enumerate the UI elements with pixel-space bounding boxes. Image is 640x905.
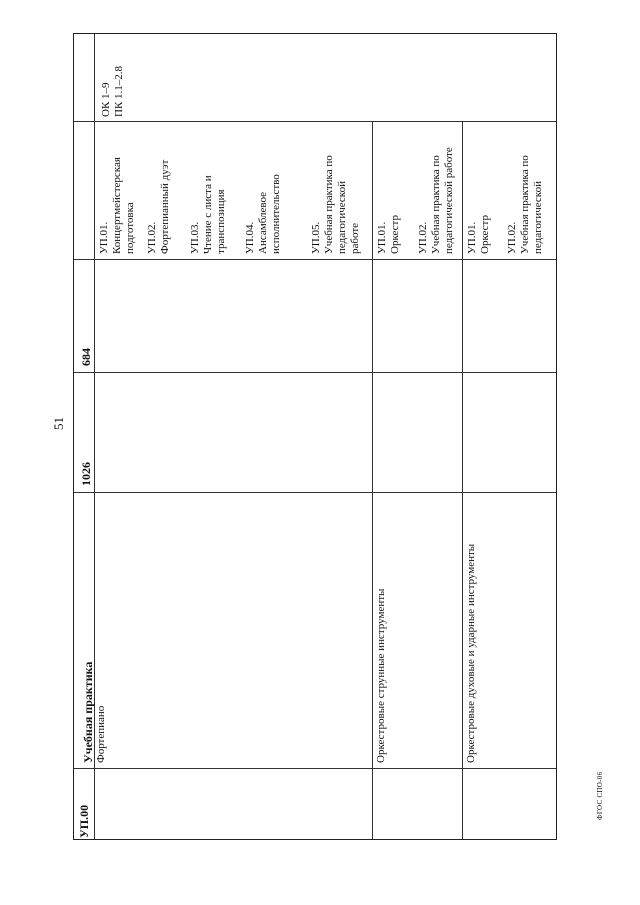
section-divider — [372, 121, 373, 839]
section-name: Оркестровые струнные инструменты — [375, 588, 387, 763]
row-divider — [74, 492, 556, 493]
row-divider — [74, 372, 556, 373]
hours-max-cell: 1026 — [79, 462, 93, 486]
competency-line: ПК 1.1–2.8 — [113, 65, 125, 117]
item-code: УП.03. — [189, 221, 201, 254]
item-code: УП.05. — [310, 221, 322, 254]
item-line: Учебная практика по — [323, 155, 335, 254]
title-cell: Учебная практика — [81, 661, 95, 763]
item-line: Оркестр — [479, 215, 491, 254]
item-line: работе — [349, 222, 361, 254]
item-line: педагогической работе — [443, 147, 455, 254]
section-name: Фортепиано — [95, 705, 107, 763]
item-code: УП.01. — [376, 221, 388, 254]
row-divider — [74, 121, 556, 122]
item-line: Чтение с листа и — [202, 175, 214, 254]
item-line: педагогической — [532, 181, 544, 254]
item-code: УП.02. — [146, 221, 158, 254]
item-line: транспозиция — [215, 189, 227, 254]
item-line: Оркестр — [389, 215, 401, 254]
item-code: УП.01. — [466, 221, 478, 254]
row-divider — [74, 768, 556, 769]
item-code: УП.04. — [244, 221, 256, 254]
hours-req-cell: 684 — [79, 348, 93, 366]
section-name: Оркестровые духовые и ударные инструменты — [465, 543, 477, 763]
competency-line: ОК 1–9 — [100, 82, 112, 117]
item-line: Учебная практика по — [430, 155, 442, 254]
item-line: Учебная практика по — [519, 155, 531, 254]
footer-label: ФГОС СПО-06 — [596, 771, 604, 820]
item-line: Концертмейстерская — [111, 157, 123, 254]
page-number: 51 — [51, 417, 66, 430]
code-cell: УП.00 — [77, 804, 91, 838]
item-code: УП.02. — [417, 221, 429, 254]
item-line: Ансамблевое — [257, 191, 269, 254]
row-divider — [74, 259, 556, 260]
item-code: УП.02. — [506, 221, 518, 254]
item-line: педагогической — [336, 181, 348, 254]
item-line: подготовка — [124, 202, 136, 254]
item-line: Фортепианный дуэт — [159, 159, 171, 254]
section-divider — [462, 121, 463, 839]
curriculum-table — [73, 33, 557, 840]
item-line: исполнительство — [270, 174, 282, 254]
item-code: УП.01. — [98, 221, 110, 254]
